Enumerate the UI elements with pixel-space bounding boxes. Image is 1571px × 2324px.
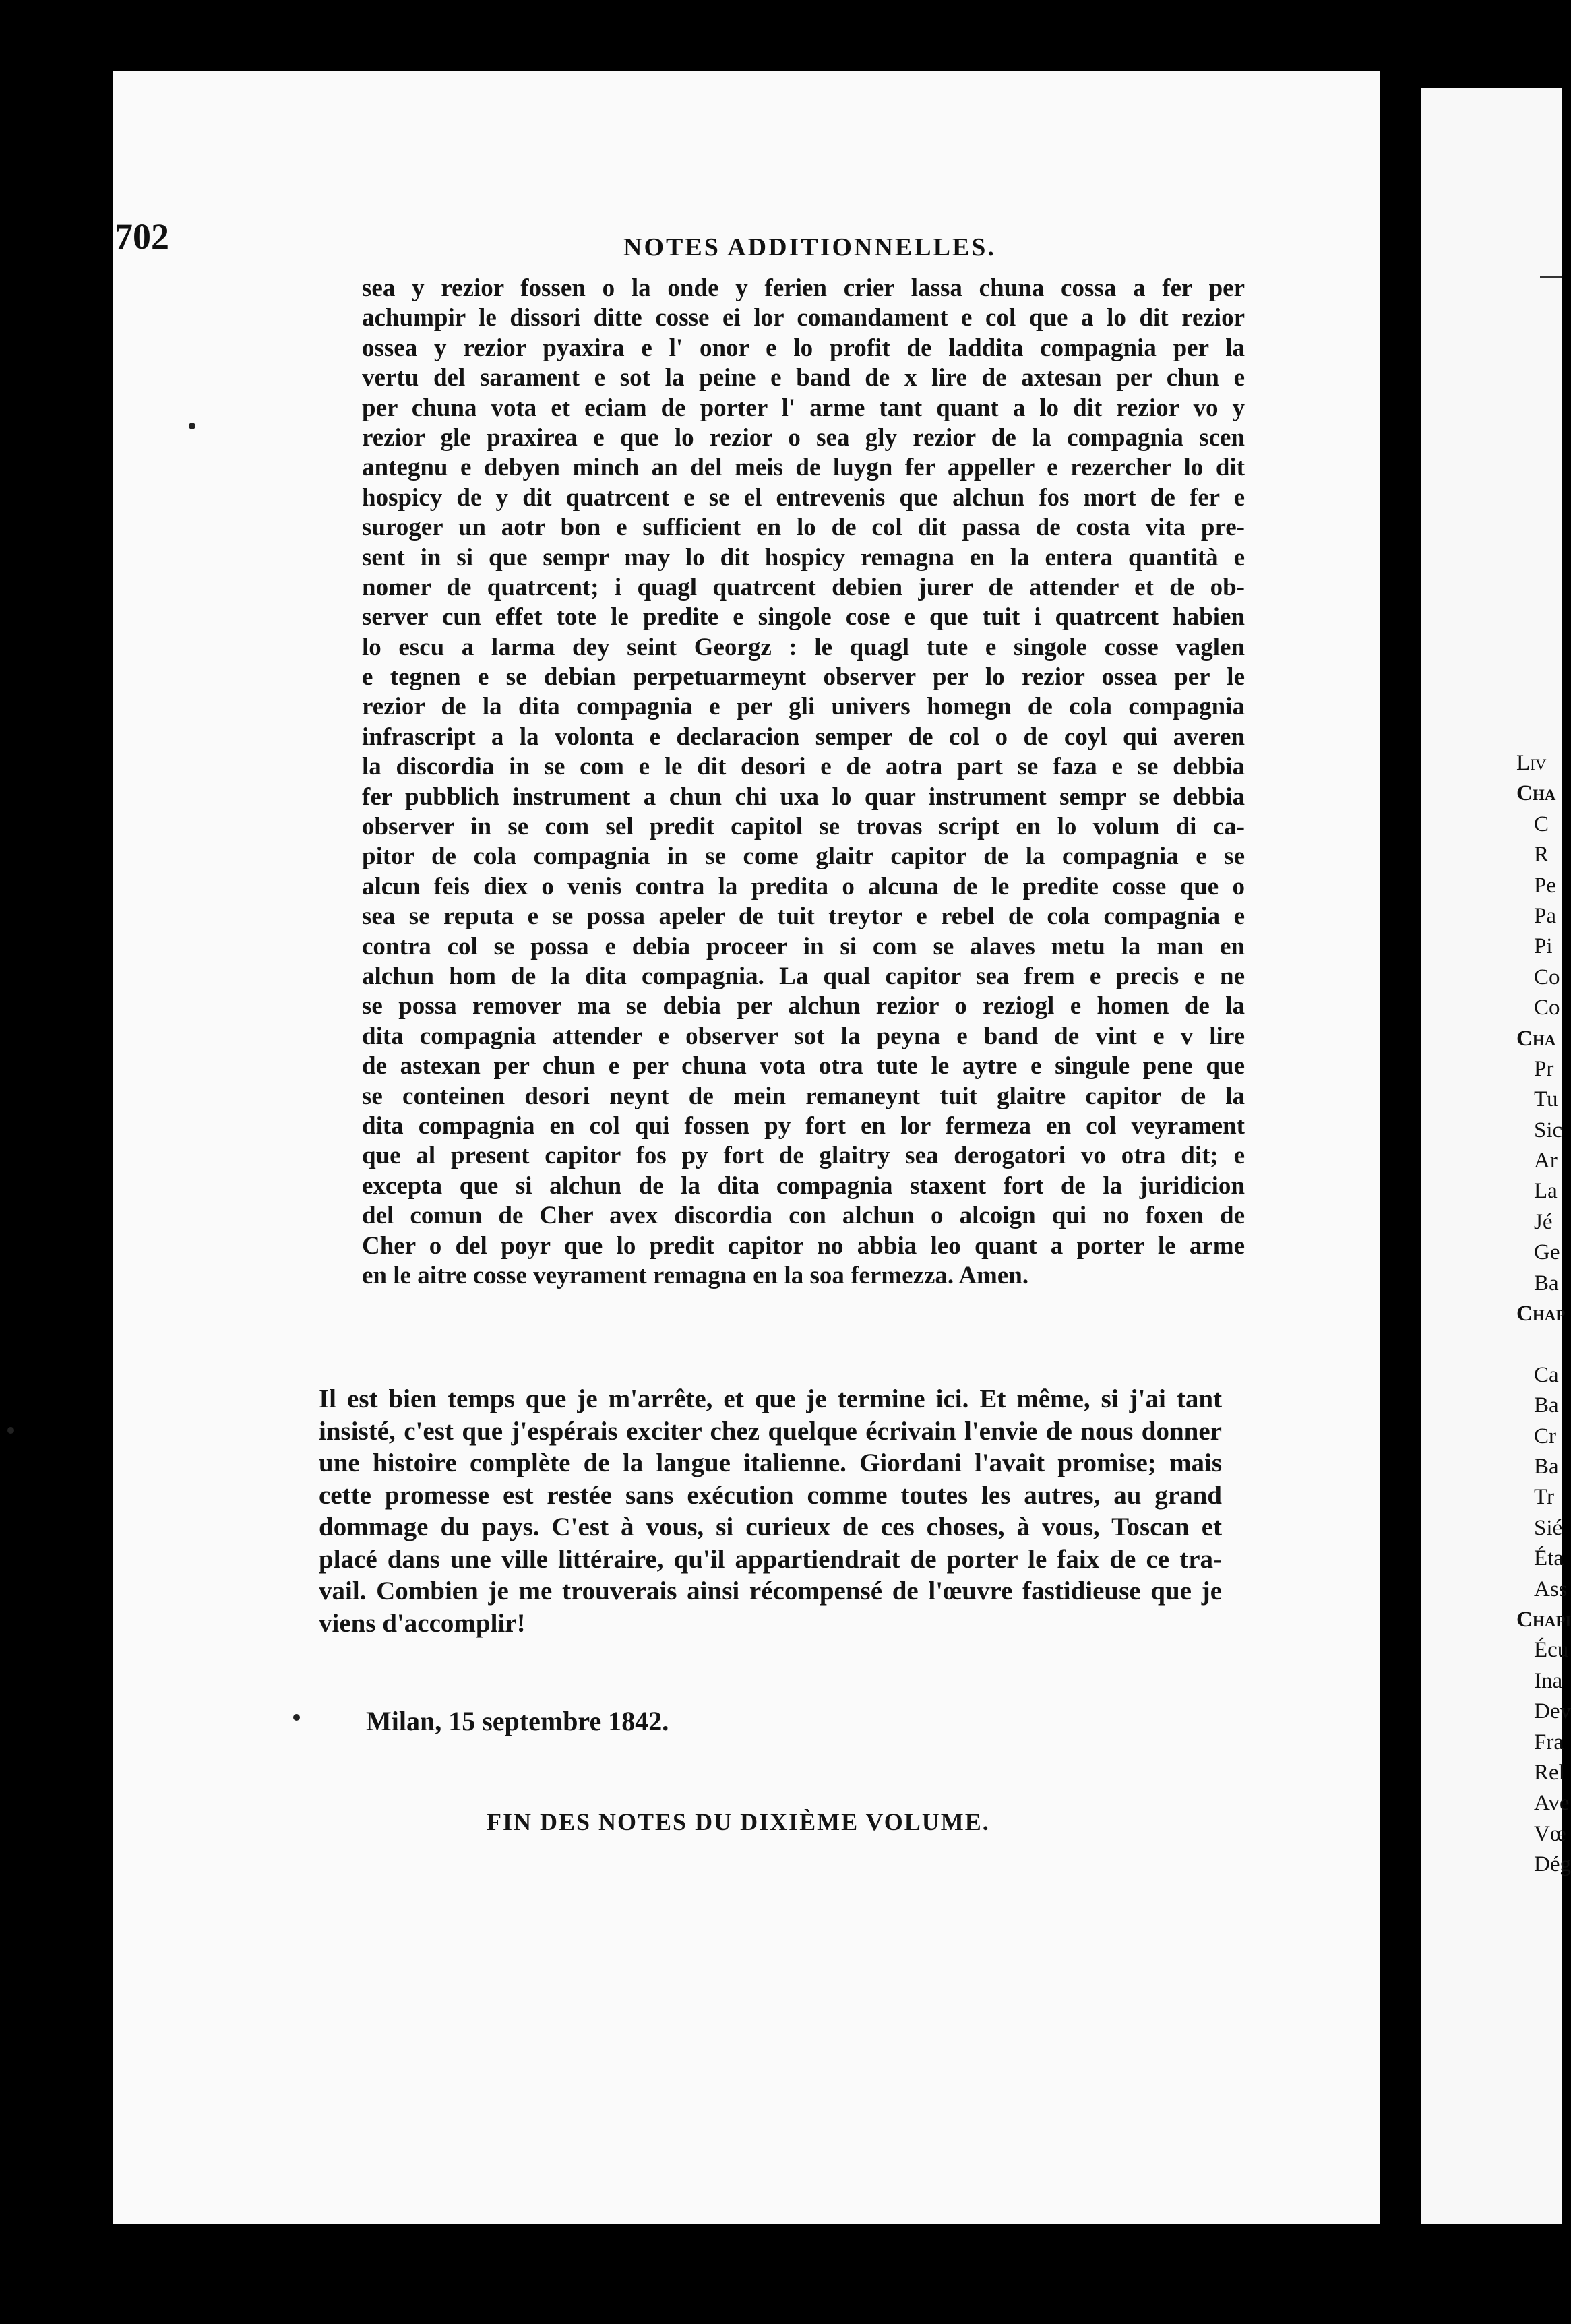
quotation-line: excepta que si alchun de la dita compagnia staxent fort de la juridicion	[362, 1171, 1245, 1200]
quotation-line: hospicy de y dit quatrcent e se el entrevenis que alchun fos mort de fer e	[362, 483, 1245, 512]
toc-fragment: Écu	[1534, 1638, 1569, 1663]
toc-fragment: Sié	[1534, 1515, 1563, 1540]
quotation-line: la discordia in se com e le dit desori e de aotra part se faza e se debbia	[362, 753, 1245, 781]
closing-line: vail. Combien je me trouverais ainsi récompensé de l'œuvre fastidieuse que je	[319, 1577, 1222, 1606]
quotation-line: alcun feis diex o venis contra la predita o alcuna de le predite cosse que o	[362, 872, 1245, 900]
toc-fragment: Fra	[1534, 1730, 1564, 1754]
toc-fragment: Cr	[1534, 1424, 1556, 1448]
quotation-line: pitor de cola compagnia in se come glaitr capitor de la compagnia e se	[362, 843, 1245, 871]
toc-fragment: Co	[1534, 965, 1560, 989]
toc-fragment: Sic	[1534, 1118, 1563, 1142]
quotation-line: sea se reputa e se possa apeler de tuit treytor e rebel de cola compagnia e	[362, 903, 1245, 931]
toc-fragment: Pe	[1534, 873, 1556, 898]
closing-line: viens d'accomplir!	[319, 1608, 526, 1638]
closing-line: insisté, c'est que j'espérais exciter chez quelque écrivain l'envie de nous donner	[319, 1416, 1222, 1446]
toc-fragment: Dev	[1534, 1699, 1571, 1724]
toc-fragment: Pi	[1534, 934, 1553, 959]
quotation-line: achumpir le dissori ditte cosse ei lor comandament e col que a lo dit rezior	[362, 304, 1245, 332]
quotation-line: alchun hom de la dita compagnia. La qual capitor sea frem e precis e ne	[362, 962, 1245, 990]
toc-fragment: R	[1534, 843, 1549, 867]
toc-fragment: Pa	[1534, 903, 1556, 928]
toc-fragment: Ca	[1534, 1362, 1559, 1387]
toc-fragment: Ba	[1534, 1393, 1559, 1418]
toc-fragment: Cha	[1516, 781, 1556, 806]
toc-fragment: Tu	[1534, 1087, 1558, 1112]
running-head-title: NOTES ADDITIONNELLES.	[623, 233, 996, 262]
quotation-line: Cher o del poyr que lo predit capitor no abbia leo quant a porter le arme	[362, 1231, 1245, 1260]
toc-fragment: Ge	[1534, 1240, 1560, 1265]
closing-line: dommage du pays. C'est à vous, si curieux de ces choses, à vous, Toscan et	[319, 1512, 1222, 1541]
margin-speck	[293, 1714, 300, 1721]
quotation-line: sent in si que sempr may lo dit hospicy remagna en la entera quantità e	[362, 543, 1245, 572]
closing-line: placé dans une ville littéraire, qu'il appartiendrait de porter le faix de ce tra-	[319, 1544, 1222, 1574]
quotation-line: contra col se possa e debia proceer in si com se alaves metu la man en	[362, 932, 1245, 960]
toc-fragment: Ave	[1534, 1791, 1570, 1816]
end-of-notes-caption: FIN DES NOTES DU DIXIÈME VOLUME.	[487, 1808, 990, 1835]
toc-fragment: Ba	[1534, 1271, 1559, 1295]
quotation-line: observer in se com sel predit capitol se trovas script en lo volum di ca-	[362, 813, 1245, 841]
closing-line: cette promesse est restée sans exécution comme toutes les autres, au grand	[319, 1480, 1222, 1510]
quotation-line: antegnu e debyen minch an del meis de luygn fer appeller e rezercher lo dit	[362, 454, 1245, 482]
quotation-line: rezior gle praxirea e que lo rezior o sea gly rezior de la compagnia scen	[362, 423, 1245, 452]
toc-fragment	[1534, 1329, 1562, 1359]
toc-fragment: Chapi	[1516, 1607, 1571, 1632]
toc-fragment: Pr	[1534, 1056, 1554, 1081]
toc-fragment: Ar	[1534, 1149, 1558, 1173]
quotation-line: nomer de quatrcent; i quagl quatrcent debien jurer de attender et de ob-	[362, 573, 1245, 601]
toc-fragment: Liv	[1516, 751, 1547, 775]
toc-fragment: Ba	[1534, 1454, 1559, 1479]
quotation-line: dita compagnia en col qui fossen py fort en lor fermeza en col veyrament	[362, 1111, 1245, 1140]
quotation-line: ossea y rezior pyaxira e l' onor e lo profit de laddita compagnia per la	[362, 334, 1245, 362]
quotation-line: se conteinen desori neynt de mein remaneynt tuit glaitre capitor de la	[362, 1082, 1245, 1110]
quotation-line: que al present capitor fos py fort de glaitry sea derogatori vo otra dit; e	[362, 1142, 1245, 1170]
quotation-line: se possa remover ma se debia per alchun rezior o reziogl e homen de la	[362, 992, 1245, 1020]
toc-fragment: C	[1534, 812, 1549, 836]
quotation-line: fer pubblich instrument a chun chi uxa lo quar instrument sempr se debbia	[362, 783, 1245, 811]
toc-fragment: Tr	[1534, 1485, 1554, 1510]
dialect-statute-quotation	[362, 274, 1245, 1291]
facing-page-rule	[1540, 276, 1562, 278]
quotation-line: rezior de la dita compagnia e per gli univers homegn de cola compagnia	[362, 693, 1245, 721]
place-date-signature: Milan, 15 septembre 1842.	[366, 1706, 669, 1736]
quotation-line: en le aitre cosse veyrament remagna en la soa fermezza. Amen.	[362, 1261, 1029, 1289]
quotation-line: per chuna vota et eciam de porter l' arme tant quant a lo dit rezior vo y	[362, 394, 1245, 422]
toc-fragment: Ass	[1534, 1577, 1568, 1601]
margin-speck	[7, 1427, 14, 1434]
page-number: 702	[115, 216, 169, 257]
closing-paragraph	[319, 1383, 1222, 1639]
quotation-line: server cun effet tote le predite e singole cose e que tuit i quatrcent habien	[362, 603, 1245, 632]
toc-fragment: Vœ	[1534, 1821, 1566, 1846]
toc-fragment: Ina	[1534, 1668, 1563, 1693]
quotation-line: e tegnen e se debian perpetuarmeynt observer per lo rezior ossea per le	[362, 663, 1245, 692]
quotation-line: lo escu a larma dey seint Georgz : le quagl tute e singole cosse vaglen	[362, 633, 1245, 661]
toc-fragment: Co	[1534, 996, 1560, 1020]
quotation-line: dita compagnia attender e observer sot la peyna e band de vint e v lire	[362, 1022, 1245, 1050]
quotation-line: sea y rezior fossen o la onde y ferien crier lassa chuna cossa a fer per	[362, 274, 1245, 302]
quotation-line: vertu del sarament e sot la peine e band de x lire de axtesan per chun e	[362, 364, 1245, 392]
toc-fragment: Éta	[1534, 1546, 1564, 1571]
quotation-line: suroger un aotr bon e sufficient en lo de col dit passa de costa vita pre-	[362, 514, 1245, 542]
quotation-line: del comun de Cher avex discordia con alchun o alcoign qui no foxen de	[362, 1202, 1245, 1230]
toc-fragment: Cha	[1516, 1026, 1556, 1051]
toc-fragment: Rel	[1534, 1760, 1565, 1785]
quotation-line: infrascript a la volonta e declaracion semper de col o de coyl qui averen	[362, 723, 1245, 751]
facing-page-table-of-contents	[1516, 748, 1571, 1880]
margin-speck	[189, 423, 195, 429]
closing-line: une histoire complète de la langue italienne. Giordani l'avait promise; mais	[319, 1448, 1222, 1477]
closing-line: Il est bien temps que je m'arrête, et que je termine ici. Et même, si j'ai tant	[319, 1384, 1222, 1413]
toc-fragment: Dég	[1534, 1852, 1571, 1877]
toc-fragment: La	[1534, 1179, 1558, 1204]
quotation-line: de astexan per chun e per chuna vota otra tute le aytre e singule pene que	[362, 1052, 1245, 1080]
toc-fragment: Jé	[1534, 1209, 1553, 1234]
toc-fragment: Chap	[1516, 1302, 1566, 1326]
